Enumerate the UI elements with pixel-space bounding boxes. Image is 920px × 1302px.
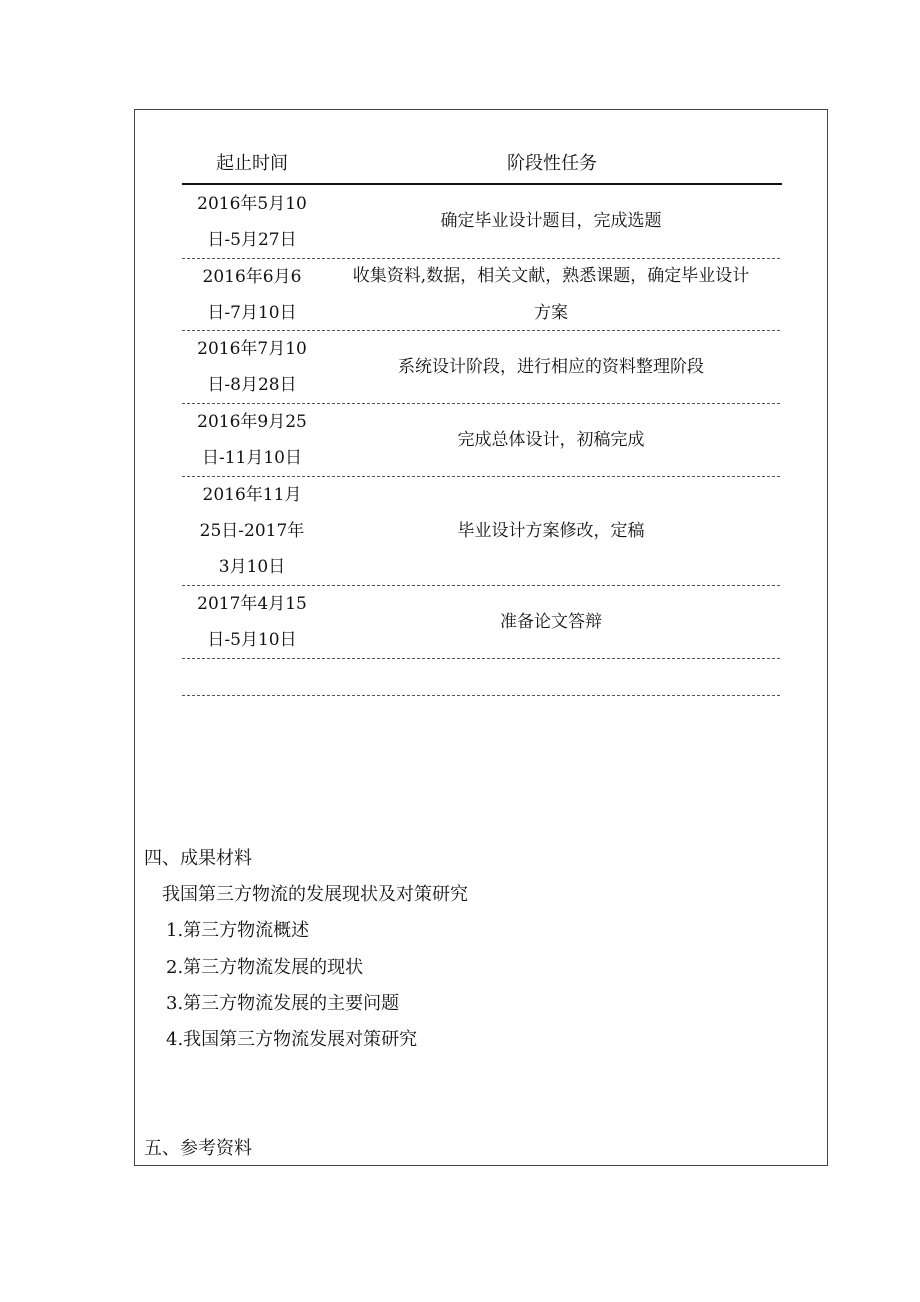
section-4-heading: 四、成果材料: [144, 848, 252, 869]
row-time: 2016年7月10 日-8月28日: [197, 339, 307, 395]
section-4-item: 4.我国第三方物流发展对策研究: [166, 1029, 418, 1050]
schedule-table-header: [182, 150, 782, 185]
header-task: 阶段性任务: [507, 153, 597, 174]
row-task: 收集资料,数据，相关文献，熟悉课题，确定毕业设计 方案: [352, 265, 750, 323]
schedule-row: [182, 477, 780, 586]
schedule-row: [182, 331, 780, 404]
row-time: 2016年6月6 日-7月10日: [202, 266, 302, 323]
section-4-item: 3.第三方物流发展的主要问题: [166, 993, 400, 1014]
row-task: 完成总体设计，初稿完成: [457, 429, 645, 450]
schedule-row-empty: [182, 659, 780, 696]
section-4-item: 1.第三方物流概述: [166, 920, 310, 941]
section-5-heading: 五、参考资料: [144, 1138, 252, 1159]
schedule-row: [182, 185, 780, 259]
schedule-row: [182, 259, 780, 331]
row-time: 2016年5月10 日-5月27日: [197, 193, 307, 250]
header-time: 起止时间: [216, 153, 288, 174]
section-4-title: 我国第三方物流的发展现状及对策研究: [162, 884, 468, 905]
row-task: 确定毕业设计题目，完成选题: [440, 211, 662, 231]
row-time: 2016年11月 25日-2017年 3月10日: [199, 485, 305, 577]
row-task: 准备论文答辩: [500, 611, 602, 632]
row-time: 2017年4月15 日-5月10日: [197, 594, 307, 650]
schedule-row: [182, 586, 780, 659]
schedule-row: [182, 404, 780, 477]
row-task: 毕业设计方案修改，定稿: [457, 520, 645, 541]
section-4-item: 2.第三方物流发展的现状: [166, 957, 364, 978]
row-time: 2016年9月25 日-11月10日: [197, 412, 307, 468]
row-task: 系统设计阶段，进行相应的资料整理阶段: [398, 356, 704, 377]
